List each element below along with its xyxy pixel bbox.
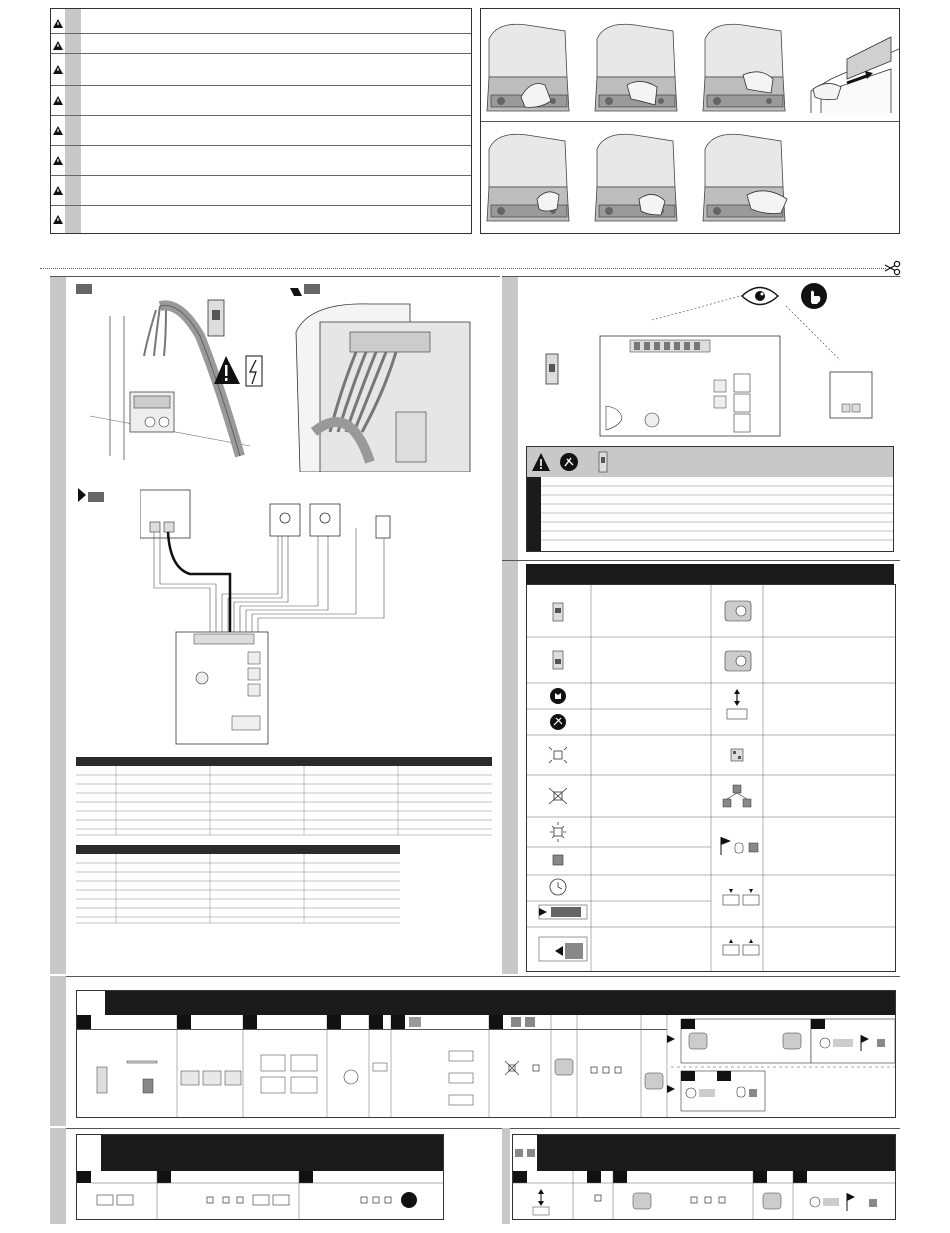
remote-delete-steps [513, 1135, 895, 1219]
bottom-side-strip [50, 976, 66, 1126]
warning-row [51, 85, 471, 116]
wiring-schematic [140, 488, 410, 746]
scissors-icon [884, 260, 902, 276]
programming-sequence-panel [76, 990, 896, 1118]
warnings-panel [50, 8, 472, 234]
manual-release-panel [480, 8, 900, 234]
warning-triangle-icon [51, 9, 65, 233]
legend-grid [527, 585, 895, 971]
warning-row [51, 145, 471, 176]
motor-release-illustrations [481, 9, 899, 233]
hand-touch-icon [800, 282, 828, 310]
board-warning-table [526, 446, 894, 552]
warning-row [51, 53, 471, 86]
warning-row [51, 115, 471, 146]
cut-line [40, 268, 886, 269]
right-side-strip [502, 276, 518, 974]
legend-header [526, 564, 894, 584]
remote-learning-steps [77, 1171, 443, 1219]
terminal-table-1 [76, 757, 494, 837]
flag-icon [721, 837, 731, 855]
left-side-strip [50, 276, 66, 974]
eye-icon [740, 283, 780, 309]
remote-learning-panel [76, 1134, 444, 1220]
warning-row [51, 9, 471, 34]
warning-row [51, 175, 471, 206]
arrow-marker-icon [78, 486, 88, 504]
gate-slide-illustration [811, 37, 899, 113]
remote-delete-panel [512, 1134, 896, 1220]
warning-row [51, 33, 471, 54]
legend-symbols-left [539, 603, 587, 961]
terminal-table-2 [76, 845, 402, 925]
step-badge [88, 492, 104, 502]
bottom-right-side-strip [502, 1128, 510, 1224]
warning-triangle-icon [531, 451, 651, 475]
legend-symbols-right [721, 601, 759, 955]
symbol-legend [526, 584, 896, 972]
radio-receiver-module [828, 370, 876, 422]
programming-steps [77, 1015, 895, 1117]
warning-rows [527, 477, 893, 551]
enclosure-wiring-diagram [290, 282, 490, 472]
circuit-breaker-icon [204, 298, 228, 338]
high-voltage-icon [212, 354, 272, 388]
bottom-side-strip-2 [50, 1128, 66, 1224]
step-badge [76, 284, 92, 294]
clock-icon [550, 879, 566, 895]
